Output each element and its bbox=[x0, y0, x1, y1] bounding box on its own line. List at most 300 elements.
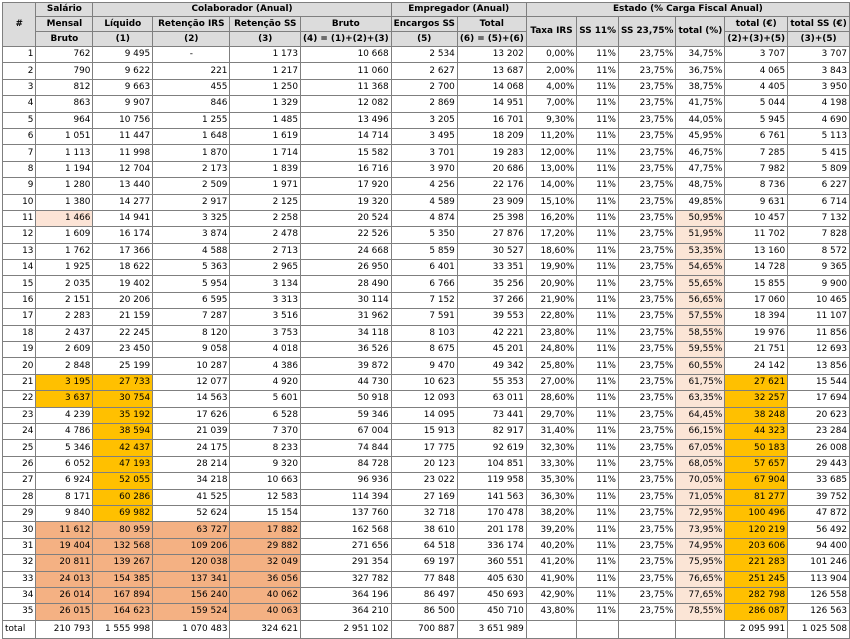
encargos-ss-cell: 69 197 bbox=[391, 555, 457, 571]
total-eur-cell: 120 219 bbox=[725, 522, 788, 538]
table-row bbox=[3, 489, 850, 505]
table-row bbox=[3, 571, 850, 587]
total-empregador-cell: 119 958 bbox=[457, 473, 526, 489]
retencao-ss-cell: 2 478 bbox=[230, 227, 301, 243]
total-empregador-cell: 170 478 bbox=[457, 505, 526, 521]
total-cell: 700 887 bbox=[391, 620, 457, 638]
ss-11-cell: 11% bbox=[577, 194, 619, 210]
taxa-irs-cell: 38,20% bbox=[526, 505, 577, 521]
total-empregador-cell: 35 256 bbox=[457, 276, 526, 292]
liquido-cell: 13 440 bbox=[93, 178, 153, 194]
bruto-cell: 34 118 bbox=[300, 325, 391, 341]
table-row bbox=[3, 112, 850, 128]
row-number-cell: 5 bbox=[3, 112, 36, 128]
total-ss-cell: 23 284 bbox=[788, 423, 850, 439]
liquido-cell: 23 450 bbox=[93, 342, 153, 358]
header-empregador: Empregador (Anual) bbox=[391, 3, 526, 17]
taxa-irs-cell: 42,90% bbox=[526, 587, 577, 603]
bruto-cell: 59 346 bbox=[300, 407, 391, 423]
row-number-cell: 12 bbox=[3, 227, 36, 243]
retencao-ss-cell: 7 370 bbox=[230, 423, 301, 439]
bruto-cell: 162 568 bbox=[300, 522, 391, 538]
header-cell: Retenção SS bbox=[230, 17, 301, 32]
total-eur-cell: 7 982 bbox=[725, 161, 788, 177]
taxa-irs-cell: 41,90% bbox=[526, 571, 577, 587]
total-pct-cell: 78,55% bbox=[676, 604, 725, 620]
retencao-ss-cell: 1 839 bbox=[230, 161, 301, 177]
liquido-cell: 38 594 bbox=[93, 423, 153, 439]
table-row bbox=[3, 391, 850, 407]
total-eur-cell: 100 496 bbox=[725, 505, 788, 521]
header-cell: total (€) bbox=[725, 17, 788, 32]
encargos-ss-cell: 14 095 bbox=[391, 407, 457, 423]
ss-2375-cell: 23,75% bbox=[619, 292, 676, 308]
retencao-irs-cell: 455 bbox=[153, 79, 230, 95]
taxa-irs-cell: 4,00% bbox=[526, 79, 577, 95]
encargos-ss-cell: 8 675 bbox=[391, 342, 457, 358]
retencao-irs-cell: 5 363 bbox=[153, 260, 230, 276]
retencao-ss-cell: 2 713 bbox=[230, 243, 301, 259]
liquido-cell: 9 622 bbox=[93, 63, 153, 79]
ss-2375-cell: 23,75% bbox=[619, 128, 676, 144]
total-eur-cell: 4 405 bbox=[725, 79, 788, 95]
total-empregador-cell: 18 209 bbox=[457, 128, 526, 144]
total-ss-cell: 47 872 bbox=[788, 505, 850, 521]
total-eur-cell: 24 142 bbox=[725, 358, 788, 374]
ss-2375-cell: 23,75% bbox=[619, 96, 676, 112]
row-number-cell: 20 bbox=[3, 358, 36, 374]
salario-mensal-cell: 3 195 bbox=[36, 374, 93, 390]
ss-2375-cell: 23,75% bbox=[619, 587, 676, 603]
retencao-ss-cell: 3 313 bbox=[230, 292, 301, 308]
total-cell bbox=[676, 620, 725, 638]
total-eur-cell: 4 065 bbox=[725, 63, 788, 79]
ss-2375-cell: 23,75% bbox=[619, 440, 676, 456]
row-number-cell: 16 bbox=[3, 292, 36, 308]
ss-11-cell: 11% bbox=[577, 456, 619, 472]
salario-mensal-cell: 3 637 bbox=[36, 391, 93, 407]
retencao-ss-cell: 3 753 bbox=[230, 325, 301, 341]
ss-11-cell: 11% bbox=[577, 555, 619, 571]
retencao-ss-cell: 3 134 bbox=[230, 276, 301, 292]
total-empregador-cell: 360 551 bbox=[457, 555, 526, 571]
encargos-ss-cell: 77 848 bbox=[391, 571, 457, 587]
bruto-cell: 44 730 bbox=[300, 374, 391, 390]
ss-2375-cell: 23,75% bbox=[619, 161, 676, 177]
total-ss-cell: 12 693 bbox=[788, 342, 850, 358]
row-number-cell: 14 bbox=[3, 260, 36, 276]
retencao-ss-cell: 4 018 bbox=[230, 342, 301, 358]
encargos-ss-cell: 15 913 bbox=[391, 423, 457, 439]
table-row bbox=[3, 227, 850, 243]
taxa-irs-cell: 11,20% bbox=[526, 128, 577, 144]
encargos-ss-cell: 12 093 bbox=[391, 391, 457, 407]
bruto-cell: 36 526 bbox=[300, 342, 391, 358]
liquido-cell: 22 245 bbox=[93, 325, 153, 341]
liquido-cell: 154 385 bbox=[93, 571, 153, 587]
retencao-irs-cell: 7 287 bbox=[153, 309, 230, 325]
total-eur-cell: 67 904 bbox=[725, 473, 788, 489]
totals-row bbox=[3, 620, 850, 638]
header-cell: (1) bbox=[93, 32, 153, 47]
encargos-ss-cell: 2 534 bbox=[391, 47, 457, 63]
retencao-ss-cell: 17 882 bbox=[230, 522, 301, 538]
ss-11-cell: 11% bbox=[577, 538, 619, 554]
encargos-ss-cell: 8 103 bbox=[391, 325, 457, 341]
ss-11-cell: 11% bbox=[577, 227, 619, 243]
total-cell: 210 793 bbox=[36, 620, 93, 638]
bruto-cell: 13 496 bbox=[300, 112, 391, 128]
ss-11-cell: 11% bbox=[577, 292, 619, 308]
retencao-irs-cell: 1 255 bbox=[153, 112, 230, 128]
retencao-irs-cell: 846 bbox=[153, 96, 230, 112]
ss-11-cell: 11% bbox=[577, 604, 619, 620]
retencao-irs-cell: 1 648 bbox=[153, 128, 230, 144]
liquido-cell: 19 402 bbox=[93, 276, 153, 292]
retencao-irs-cell: 10 287 bbox=[153, 358, 230, 374]
table-row bbox=[3, 342, 850, 358]
ss-2375-cell: 23,75% bbox=[619, 79, 676, 95]
encargos-ss-cell: 32 718 bbox=[391, 505, 457, 521]
liquido-cell: 35 192 bbox=[93, 407, 153, 423]
total-eur-cell: 251 245 bbox=[725, 571, 788, 587]
total-cell: 1 070 483 bbox=[153, 620, 230, 638]
total-empregador-cell: 37 266 bbox=[457, 292, 526, 308]
total-eur-cell: 38 248 bbox=[725, 407, 788, 423]
bruto-cell: 137 760 bbox=[300, 505, 391, 521]
header-cell: SS 11% bbox=[577, 17, 619, 47]
ss-11-cell: 11% bbox=[577, 473, 619, 489]
total-empregador-cell: 22 176 bbox=[457, 178, 526, 194]
table-row bbox=[3, 473, 850, 489]
bruto-cell: 28 490 bbox=[300, 276, 391, 292]
liquido-cell: 11 447 bbox=[93, 128, 153, 144]
total-eur-cell: 18 394 bbox=[725, 309, 788, 325]
ss-11-cell: 11% bbox=[577, 423, 619, 439]
retencao-irs-cell: 41 525 bbox=[153, 489, 230, 505]
total-empregador-cell: 141 563 bbox=[457, 489, 526, 505]
total-cell bbox=[619, 620, 676, 638]
encargos-ss-cell: 4 256 bbox=[391, 178, 457, 194]
salario-mensal-cell: 1 380 bbox=[36, 194, 93, 210]
total-eur-cell: 282 798 bbox=[725, 587, 788, 603]
row-number-cell: 8 bbox=[3, 161, 36, 177]
table-row bbox=[3, 374, 850, 390]
ss-2375-cell: 23,75% bbox=[619, 178, 676, 194]
salario-mensal-cell: 20 811 bbox=[36, 555, 93, 571]
table-footer bbox=[3, 620, 850, 638]
total-ss-cell: 26 008 bbox=[788, 440, 850, 456]
total-pct-cell: 67,05% bbox=[676, 440, 725, 456]
total-eur-cell: 15 855 bbox=[725, 276, 788, 292]
table-row bbox=[3, 309, 850, 325]
bruto-cell: 291 354 bbox=[300, 555, 391, 571]
taxa-irs-cell: 41,20% bbox=[526, 555, 577, 571]
row-number-cell: 9 bbox=[3, 178, 36, 194]
ss-2375-cell: 23,75% bbox=[619, 505, 676, 521]
total-pct-cell: 60,55% bbox=[676, 358, 725, 374]
ss-11-cell: 11% bbox=[577, 145, 619, 161]
bruto-cell: 14 714 bbox=[300, 128, 391, 144]
taxa-irs-cell: 29,70% bbox=[526, 407, 577, 423]
ss-2375-cell: 23,75% bbox=[619, 456, 676, 472]
retencao-ss-cell: 40 063 bbox=[230, 604, 301, 620]
total-eur-cell: 3 707 bbox=[725, 47, 788, 63]
total-pct-cell: 66,15% bbox=[676, 423, 725, 439]
total-pct-cell: 64,45% bbox=[676, 407, 725, 423]
bruto-cell: 327 782 bbox=[300, 571, 391, 587]
encargos-ss-cell: 4 874 bbox=[391, 210, 457, 226]
taxa-irs-cell: 9,30% bbox=[526, 112, 577, 128]
retencao-irs-cell: 3 874 bbox=[153, 227, 230, 243]
retencao-ss-cell: 1 971 bbox=[230, 178, 301, 194]
total-empregador-cell: 405 630 bbox=[457, 571, 526, 587]
header-estado: Estado (% Carga Fiscal Anual) bbox=[526, 3, 849, 17]
header-cell: Retenção IRS bbox=[153, 17, 230, 32]
taxa-irs-cell: 7,00% bbox=[526, 96, 577, 112]
row-number-cell: 33 bbox=[3, 571, 36, 587]
header-cell: Mensal bbox=[36, 17, 93, 32]
row-number-cell: 32 bbox=[3, 555, 36, 571]
ss-2375-cell: 23,75% bbox=[619, 604, 676, 620]
liquido-cell: 60 286 bbox=[93, 489, 153, 505]
ss-2375-cell: 23,75% bbox=[619, 374, 676, 390]
table-row bbox=[3, 407, 850, 423]
total-empregador-cell: 13 687 bbox=[457, 63, 526, 79]
total-eur-cell: 203 606 bbox=[725, 538, 788, 554]
retencao-irs-cell: - bbox=[153, 47, 230, 63]
total-eur-cell: 21 751 bbox=[725, 342, 788, 358]
taxa-irs-cell: 19,90% bbox=[526, 260, 577, 276]
total-ss-cell: 101 246 bbox=[788, 555, 850, 571]
retencao-ss-cell: 8 233 bbox=[230, 440, 301, 456]
salario-mensal-cell: 2 283 bbox=[36, 309, 93, 325]
taxa-irs-cell: 18,60% bbox=[526, 243, 577, 259]
retencao-irs-cell: 137 341 bbox=[153, 571, 230, 587]
liquido-cell: 9 663 bbox=[93, 79, 153, 95]
total-ss-cell: 113 904 bbox=[788, 571, 850, 587]
row-number-cell: 35 bbox=[3, 604, 36, 620]
retencao-ss-cell: 2 125 bbox=[230, 194, 301, 210]
total-empregador-cell: 49 342 bbox=[457, 358, 526, 374]
total-ss-cell: 11 107 bbox=[788, 309, 850, 325]
retencao-ss-cell: 1 619 bbox=[230, 128, 301, 144]
ss-2375-cell: 23,75% bbox=[619, 358, 676, 374]
taxa-irs-cell: 31,40% bbox=[526, 423, 577, 439]
total-ss-cell: 15 544 bbox=[788, 374, 850, 390]
bruto-cell: 39 872 bbox=[300, 358, 391, 374]
total-ss-cell: 4 198 bbox=[788, 96, 850, 112]
taxa-irs-cell: 43,80% bbox=[526, 604, 577, 620]
total-ss-cell: 33 685 bbox=[788, 473, 850, 489]
table-row bbox=[3, 538, 850, 554]
row-number-cell: 23 bbox=[3, 407, 36, 423]
total-ss-cell: 94 400 bbox=[788, 538, 850, 554]
ss-11-cell: 11% bbox=[577, 128, 619, 144]
total-pct-cell: 59,55% bbox=[676, 342, 725, 358]
salario-mensal-cell: 11 612 bbox=[36, 522, 93, 538]
liquido-cell: 139 267 bbox=[93, 555, 153, 571]
total-pct-cell: 41,75% bbox=[676, 96, 725, 112]
encargos-ss-cell: 5 859 bbox=[391, 243, 457, 259]
total-ss-cell: 6 227 bbox=[788, 178, 850, 194]
ss-2375-cell: 23,75% bbox=[619, 243, 676, 259]
total-pct-cell: 34,75% bbox=[676, 47, 725, 63]
taxa-irs-cell: 23,80% bbox=[526, 325, 577, 341]
table-row bbox=[3, 292, 850, 308]
retencao-ss-cell: 1 173 bbox=[230, 47, 301, 63]
ss-11-cell: 11% bbox=[577, 63, 619, 79]
retencao-ss-cell: 29 882 bbox=[230, 538, 301, 554]
salario-mensal-cell: 790 bbox=[36, 63, 93, 79]
row-number-cell: 1 bbox=[3, 47, 36, 63]
ss-11-cell: 11% bbox=[577, 374, 619, 390]
liquido-cell: 164 623 bbox=[93, 604, 153, 620]
header-idx: # bbox=[3, 3, 36, 47]
table-header bbox=[3, 3, 850, 47]
encargos-ss-cell: 7 591 bbox=[391, 309, 457, 325]
ss-11-cell: 11% bbox=[577, 276, 619, 292]
row-number-cell: 27 bbox=[3, 473, 36, 489]
retencao-ss-cell: 1 714 bbox=[230, 145, 301, 161]
liquido-cell: 132 568 bbox=[93, 538, 153, 554]
total-ss-cell: 56 492 bbox=[788, 522, 850, 538]
ss-2375-cell: 23,75% bbox=[619, 145, 676, 161]
total-pct-cell: 46,75% bbox=[676, 145, 725, 161]
total-pct-cell: 71,05% bbox=[676, 489, 725, 505]
liquido-cell: 14 941 bbox=[93, 210, 153, 226]
bruto-cell: 10 668 bbox=[300, 47, 391, 63]
retencao-irs-cell: 28 214 bbox=[153, 456, 230, 472]
taxa-irs-cell: 15,10% bbox=[526, 194, 577, 210]
total-pct-cell: 77,65% bbox=[676, 587, 725, 603]
table-row bbox=[3, 178, 850, 194]
total-empregador-cell: 450 710 bbox=[457, 604, 526, 620]
total-eur-cell: 5 945 bbox=[725, 112, 788, 128]
total-empregador-cell: 23 909 bbox=[457, 194, 526, 210]
ss-11-cell: 11% bbox=[577, 161, 619, 177]
liquido-cell: 18 622 bbox=[93, 260, 153, 276]
bruto-cell: 67 004 bbox=[300, 423, 391, 439]
total-pct-cell: 68,05% bbox=[676, 456, 725, 472]
table-row bbox=[3, 423, 850, 439]
total-empregador-cell: 14 951 bbox=[457, 96, 526, 112]
encargos-ss-cell: 86 500 bbox=[391, 604, 457, 620]
ss-2375-cell: 23,75% bbox=[619, 309, 676, 325]
total-eur-cell: 6 761 bbox=[725, 128, 788, 144]
row-number-cell: 17 bbox=[3, 309, 36, 325]
ss-2375-cell: 23,75% bbox=[619, 391, 676, 407]
total-ss-cell: 9 365 bbox=[788, 260, 850, 276]
encargos-ss-cell: 86 497 bbox=[391, 587, 457, 603]
ss-11-cell: 11% bbox=[577, 325, 619, 341]
taxa-irs-cell: 22,80% bbox=[526, 309, 577, 325]
retencao-irs-cell: 156 240 bbox=[153, 587, 230, 603]
row-number-cell: 22 bbox=[3, 391, 36, 407]
row-number-cell: 18 bbox=[3, 325, 36, 341]
header-cell: SS 23,75% bbox=[619, 17, 676, 47]
header-cell: (2) bbox=[153, 32, 230, 47]
liquido-cell: 10 756 bbox=[93, 112, 153, 128]
total-eur-cell: 10 457 bbox=[725, 210, 788, 226]
salario-mensal-cell: 26 014 bbox=[36, 587, 93, 603]
bruto-cell: 31 962 bbox=[300, 309, 391, 325]
liquido-cell: 69 982 bbox=[93, 505, 153, 521]
taxa-irs-cell: 12,00% bbox=[526, 145, 577, 161]
total-ss-cell: 9 900 bbox=[788, 276, 850, 292]
table-row bbox=[3, 522, 850, 538]
header-salario: Salário bbox=[36, 3, 93, 17]
total-pct-cell: 58,55% bbox=[676, 325, 725, 341]
row-number-cell: 29 bbox=[3, 505, 36, 521]
encargos-ss-cell: 3 970 bbox=[391, 161, 457, 177]
ss-2375-cell: 23,75% bbox=[619, 210, 676, 226]
total-pct-cell: 55,65% bbox=[676, 276, 725, 292]
total-eur-cell: 27 621 bbox=[725, 374, 788, 390]
ss-2375-cell: 23,75% bbox=[619, 260, 676, 276]
bruto-cell: 364 210 bbox=[300, 604, 391, 620]
salario-mensal-cell: 4 786 bbox=[36, 423, 93, 439]
ss-2375-cell: 23,75% bbox=[619, 325, 676, 341]
total-ss-cell: 20 623 bbox=[788, 407, 850, 423]
table-body bbox=[3, 47, 850, 621]
ss-2375-cell: 23,75% bbox=[619, 276, 676, 292]
total-empregador-cell: 45 201 bbox=[457, 342, 526, 358]
total-pct-cell: 63,35% bbox=[676, 391, 725, 407]
taxa-irs-cell: 17,20% bbox=[526, 227, 577, 243]
total-pct-cell: 51,95% bbox=[676, 227, 725, 243]
table-row bbox=[3, 604, 850, 620]
retencao-ss-cell: 32 049 bbox=[230, 555, 301, 571]
total-eur-cell: 221 283 bbox=[725, 555, 788, 571]
table-row bbox=[3, 194, 850, 210]
total-ss-cell: 8 572 bbox=[788, 243, 850, 259]
total-cell: 1 025 508 bbox=[788, 620, 850, 638]
row-number-cell: 7 bbox=[3, 145, 36, 161]
total-ss-cell: 6 714 bbox=[788, 194, 850, 210]
header-group-row bbox=[3, 3, 850, 17]
total-pct-cell: 50,95% bbox=[676, 210, 725, 226]
taxa-irs-cell: 2,00% bbox=[526, 63, 577, 79]
encargos-ss-cell: 23 022 bbox=[391, 473, 457, 489]
bruto-cell: 24 668 bbox=[300, 243, 391, 259]
header-cell: (3) bbox=[230, 32, 301, 47]
liquido-cell: 11 998 bbox=[93, 145, 153, 161]
total-pct-cell: 56,65% bbox=[676, 292, 725, 308]
ss-11-cell: 11% bbox=[577, 47, 619, 63]
ss-11-cell: 11% bbox=[577, 587, 619, 603]
encargos-ss-cell: 17 775 bbox=[391, 440, 457, 456]
retencao-irs-cell: 52 624 bbox=[153, 505, 230, 521]
total-ss-cell: 11 856 bbox=[788, 325, 850, 341]
ss-11-cell: 11% bbox=[577, 571, 619, 587]
ss-2375-cell: 23,75% bbox=[619, 571, 676, 587]
ss-2375-cell: 23,75% bbox=[619, 473, 676, 489]
total-empregador-cell: 82 917 bbox=[457, 423, 526, 439]
salario-mensal-cell: 2 035 bbox=[36, 276, 93, 292]
retencao-ss-cell: 5 601 bbox=[230, 391, 301, 407]
retencao-ss-cell: 2 965 bbox=[230, 260, 301, 276]
bruto-cell: 74 844 bbox=[300, 440, 391, 456]
total-pct-cell: 47,75% bbox=[676, 161, 725, 177]
taxa-irs-cell: 21,90% bbox=[526, 292, 577, 308]
total-pct-cell: 36,75% bbox=[676, 63, 725, 79]
encargos-ss-cell: 5 350 bbox=[391, 227, 457, 243]
total-eur-cell: 32 257 bbox=[725, 391, 788, 407]
bruto-cell: 12 082 bbox=[300, 96, 391, 112]
ss-11-cell: 11% bbox=[577, 342, 619, 358]
total-pct-cell: 54,65% bbox=[676, 260, 725, 276]
